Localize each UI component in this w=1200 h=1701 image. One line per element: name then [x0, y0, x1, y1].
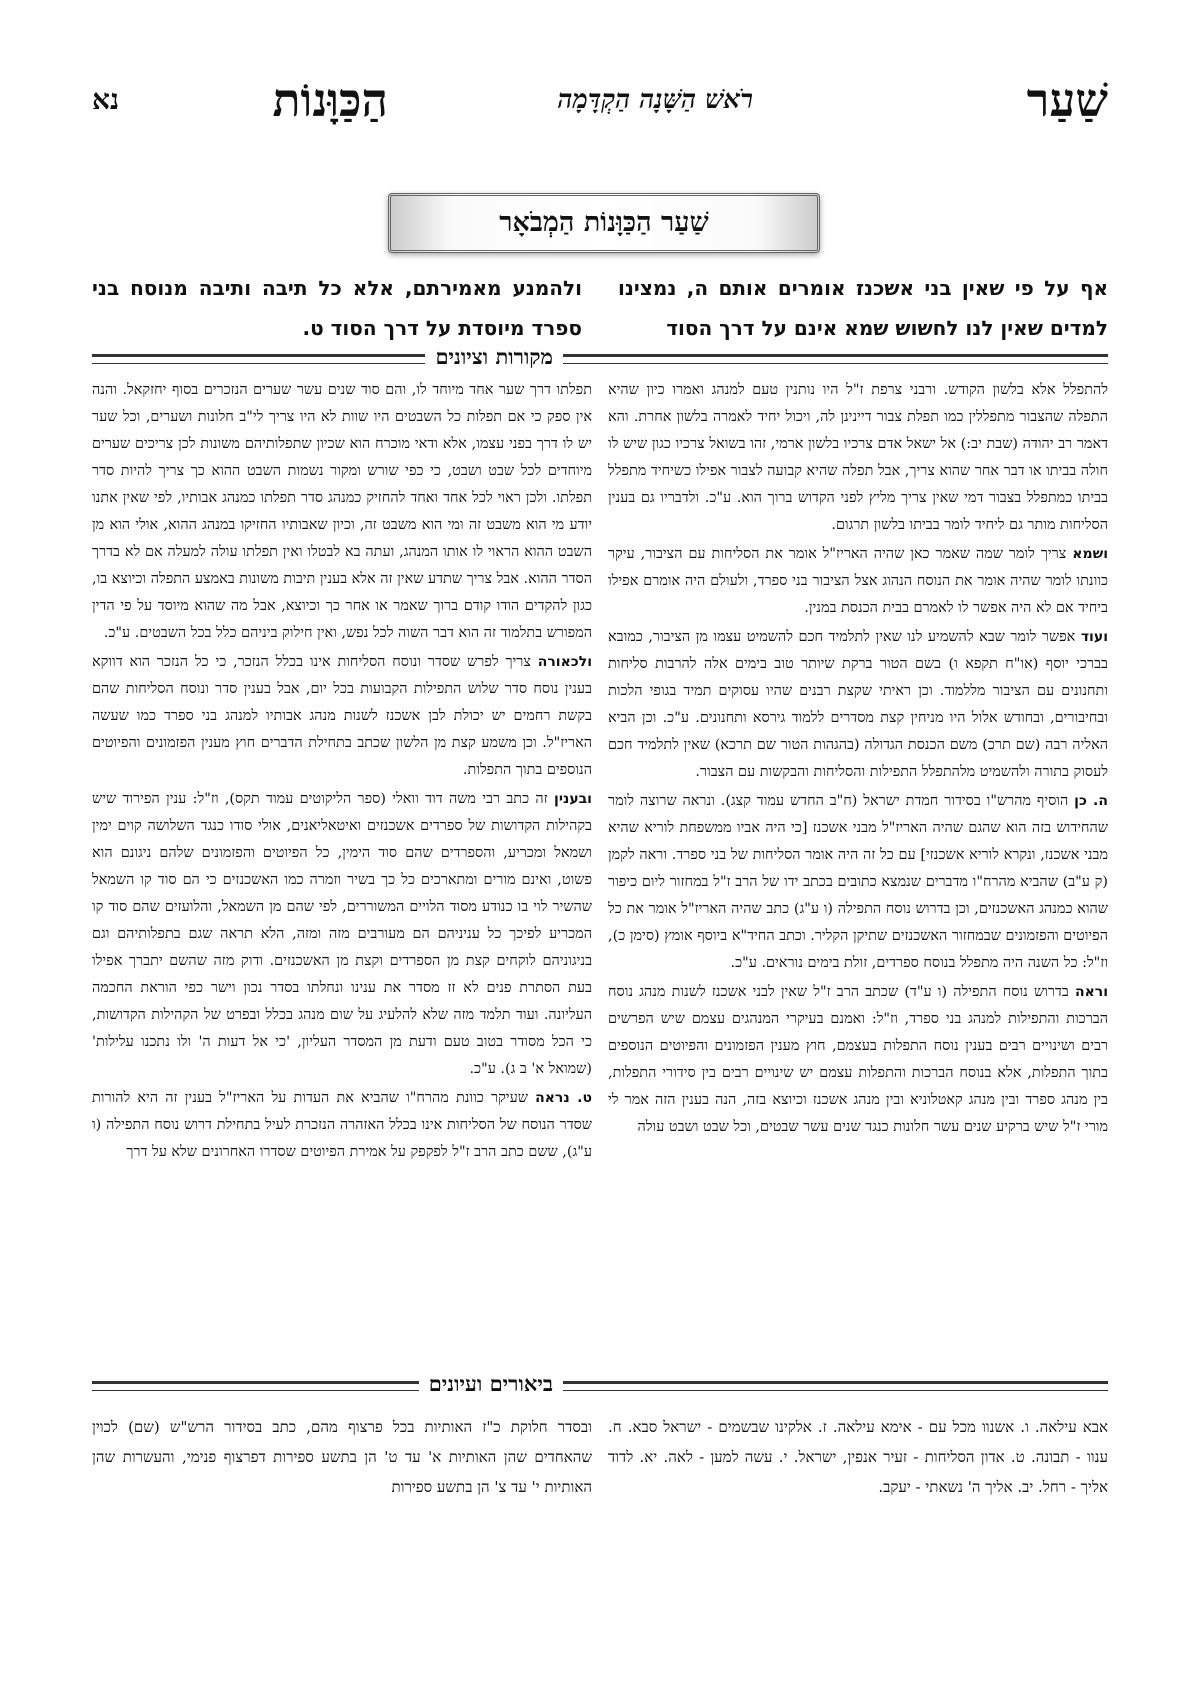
- source-paragraph: [608, 541, 1108, 622]
- source-text: צריך לומר שמה שאמר כאן שהיה האריז"ל אומר את הסליחות עם הציבור, עיקר כוונתו לומר שהיה אומר את הנוסח הנהוג אצל הציבור בני ספרד, ולעולם היה אומרם אפילו ביחיד אם לא היה אפשר לו לאמרם בבית הכנסת במנין.: [608, 546, 1108, 616]
- source-text: להתפלל אלא בלשון הקודש. ורבני צרפת ז"ל היו נותנין טעם למנהג ואמרו כיון שהיא התפלה שהצבור מתפללין כמו תפלת צבור דיינינן לה, ויכול יחיד לאמרה בלשון אחרת. והא דאמר רב יהודה (שבת יב:) אל ישאל אדם צרכיו בלשון ארמי, זהו בשואל צרכיו כגון שיש לו חולה בביתו או דבר אחר שהוא צריך, אבל תפלה שהיא קבועה לצבור אפילו כשיחיד מתפלל בביתו כמתפלל בצבור דמי שאין צריך מליץ לפני הקדוש ברוך הוא. ע"כ. ולדבריו גם בענין הסליחות מותר גם ליחיד לומר בביתו בלשון תרגום.: [608, 382, 1108, 533]
- main-text-left: [92, 268, 582, 348]
- source-lead: ושמא: [1072, 546, 1108, 562]
- header-title: רֹאשׁ הַשָּׁנָה הַקְדָּמָה: [557, 85, 753, 115]
- sources-column-right: [608, 377, 1108, 1342]
- source-paragraph: [608, 624, 1108, 786]
- main-text-right-paragraph: אף על פי שאין בני אשכנז אומרים אותם ה, נמצינו למדים שאין לנו לחשוש שמא אינם על דרך הסוד: [618, 276, 1108, 340]
- source-lead: ה. כן: [1074, 793, 1108, 809]
- notes-column-left: [92, 1412, 592, 1642]
- source-text: צריך לפרש שסדר ונוסח הסליחות אינו בכלל הנזכר, כי כל הנזכר הוא דווקא בענין נוסח סדר שלוש התפילות הקבועות בכל יום, אבל בענין סדר ונוסח הסליחות שהם בקשת רחמים יש יכולת לבן אשכנז לשנות מנהג אבותיו למנהג בני ספרד כמו שעשה האריז"ל. וכן משמע קצת מן הלשון שכתב בתחילת הדברים חוץ מענין הפזמונים והפיוטים הנוספים בתוך התפלות.: [92, 654, 592, 778]
- title-box: [388, 193, 820, 253]
- source-text: בדרוש נוסח התפילה (ו ע"ד) שכתב הרב ז"ל שאין לבני אשכנז לשנות מנהג נוסח הברכות והתפילות למנהג בני ספרד, וז"ל: ואמנם בעיקרי המנהגים עצמם שיש הפרשים רבים ושינויים רבים בענין נוסח התפלות בעצמם, חוץ מענין הפזמונים והפיוטים הנוספים בתוך התפלות, אלא בנוסח הברכות והתפלות עצמם יש שינויים רבים בין סידורי התפלות, בין מנהג ספרד ובין מנהג קאטלוניא ובין מנהג אשכנז וכיוצא בזה, הנה בענין הזה אמר לי מורי ז"ל שיש ברקיע שנים עשר חלונות כנגד שנים עשר שבטים, וכל שבט ושבט עולה: [608, 984, 1108, 1135]
- source-paragraph: [92, 377, 592, 647]
- source-lead: וראה: [1074, 984, 1108, 1000]
- source-text: שעיקר כוונת מהרח"ו שהביא את העדות על האריז"ל בענין זה היא להורות שסדר הנוסח של הסליחות אינו בכלל האזהרה הנזכרת לעיל בתחילת דרוש נוסח התפילה (ו ע"ג), ששם כתב הרב ז"ל לפקפק על אמירת הפיוטים שסדרו האחרונים שלא על דרך: [92, 1090, 592, 1160]
- source-lead: ט. נראה: [535, 1090, 592, 1106]
- notes-paragraph: ובסדר חלוקת כ"ז האותיות בכל פרצוף מהם, כתב בסידור הרש"ש (שם) לכוין שהאחדים שהן האותיות א' עד ט' הן בתשע ספירות דפרצוף פנימי, והעשרות שהן האותיות י' עד צ' הן בתשע ספירות: [92, 1418, 592, 1496]
- notes-section-bar: [92, 1369, 1108, 1399]
- notes-column-right: [608, 1412, 1108, 1642]
- sources-section-bar: [92, 342, 1108, 372]
- source-paragraph: [608, 377, 1108, 539]
- source-paragraph: [608, 979, 1108, 1141]
- source-text: אפשר לומר שבא להשמיע לנו שאין לתלמיד חכם להשמיט עצמו מן הציבור, כמובא בברכי יוסף (או"ח תקפא ו) בשם הטור ברקת שיותר טוב בימים אלה להרבות סליחות ותחנונים עם הציבור מללמוד. וכן ראיתי שקצת רבנים שהיו עסוקים תמיד בגופי הלכות ובחיבורים, ובחודש אלול היו מניחין קצת מסדרים ללמוד גירסא ותחנונים. ע"כ. וכן הביא האליה רבה (שם תרכ) משם הכנסת הגדולה (בהגהות הטור שם תרכא) שאין לתלמיד חכם לעסוק בתורה ולהשמיט מלהתפלל התפילות והסליחות והבקשות עם הצבור.: [608, 629, 1108, 780]
- main-text-right: [618, 268, 1108, 348]
- page-title: שַׁעַר הַכַּוָּנוֹת הַמְבֹאָר: [499, 207, 709, 238]
- header-kavanot: הַכַּוָּנוֹת: [272, 73, 388, 127]
- source-lead: ולכאורה: [537, 654, 592, 670]
- notes-heading: ביאורים ועיונים: [419, 1369, 563, 1399]
- notes-paragraph: אבא עילאה. ו. אשנוו מכל עם - אימא עילאה. ז. אלקינו שבשמים - ישראל סבא. ח. ענוו - תבונה. ט. אדון הסליחות - זעיר אנפין, ישראל. י. עשה למען - לאה. יא. לדוד אליך - רחל. יב. אליך ה' נשאתי - יעקב.: [608, 1418, 1108, 1496]
- source-paragraph: [92, 649, 592, 784]
- source-paragraph: [608, 788, 1108, 977]
- source-lead: ובענין: [554, 791, 592, 807]
- sources-heading: מקורות וציונים: [425, 342, 563, 372]
- source-text: זה כתב רבי משה דוד וואלי (ספר הליקוטים עמוד תקס), וז"ל: ענין הפירוד שיש בקהילות הקדושות של ספרדים אשכנזים ואיטאליאנים, אולי סודו כנגד השלושה קוים ימין ושמאל ומכריע, והספרדים שהם סוד הימין, כל הפיוטים והפזמונים שלהם ניגונם הוא פשוט, ואינם מורים ומתארכים כל כך בשיר וזמרה כמו האשכנזים כי הם סוד קו השמאל שהשיר לוי בו כנודע מסוד הלויים המשוררים, לפי שהם מן השמאל, והלועזים שהם סוד קו המכריע לפיכך כל עניניהם הם מעורבים מזה ומזה, הלא תראה שגם בתפלותיהם וגם בניגוניהם לוקחים קצת מן הספרדים וקצת מן האשכנזים. ודוק מזה שהשם יתברך אפילו בעת הסתרת פנים לא זז מסדר את ענינו ונחלתו בסדר נכון וישר כפי הוראת החכמה העליונה. ועוד תלמד מזה שלא להלעיג על שום מנהג בכלל ובפרט של הקהילות הקדושות, כי הכל מסודר בטוב טעם ודעת מן המסדר העליון, 'כי אל דעות ה' ולו נתכנו עלילות' (שמואל א' ב ג). ע"כ.: [92, 791, 592, 1077]
- source-text: הוסיף מהרש"ו בסידור חמדת ישראל (ח"ב החדש עמוד קצג). ונראה שרוצה לומר שהחידוש בזה הוא שהגם שהיה האריז"ל מבני אשכנז [כי היה אביו ממשפחת לוריא שהיא מבני אשכנז, ונקרא לוריא אשכנזי] עם כל זה היה אומר הסליחות של בני ספרד. וראה לקמן (ק ע"ב) שהביא מהרח"ו מדברים שנמצא כתובים בכתב ידו של הרב ז"ל במחזור ליום כיפור שהוא כמנהג האשכנזים, וכן בדרוש נוסח התפילה (ו ע"ג) כתב שהיה האריז"ל אומר את כל הפיוטים והפזמונים שבמחזור האשכנזים שתיקן הקליר. וכתב החיד"א ביוסף אומץ (סימן כ), וז"ל: כל השנה היה מתפלל בנוסח ספרדים, זולת בימים נוראים. ע"כ.: [608, 793, 1108, 971]
- sources-column-left: [92, 377, 592, 1342]
- source-paragraph: [92, 1085, 592, 1166]
- source-lead: ועוד: [1080, 629, 1108, 645]
- header-shaar: שַׁעַר: [1026, 73, 1108, 127]
- source-paragraph: [92, 786, 592, 1083]
- page-number: נא: [92, 83, 120, 116]
- main-text-left-paragraph: ולהמנע מאמירתם, אלא כל תיבה ותיבה מנוסח בני ספרד מיוסדת על דרך הסוד ט.: [92, 276, 582, 340]
- source-text: תפלתו דרך שער אחד מיוחד לו, והם סוד שנים עשר שערים הנזכרים בסוף יחזקאל. והנה אין ספק כי אם תפלות כל השבטים היו שוות לא היו צריך לי"ב חלונות ושערים, וכל שער יש לו דרך בפני עצמו, אלא ודאי מוכרח הוא שכיון שתפלותיהם משונות לכן צריכים שערים מיוחדים לכל שבט ושבט, כי כפי שורש ומקור נשמות השבט ההוא כך צריך להיות סדר תפלתו. ולכן ראוי לכל אחד ואחד להחזיק כמנהג סדר תפלתו כמנהג אבותיו, לפי שאין אתנו יודע מי הוא משבט זה ומי הוא משבט זה, וכיון שאבותיו החזיקו במנהג ההוא, אולי הוא מן השבט ההוא הראוי לו אותו המנהג, ועתה בא לבטלו ואין תפלתו עולה למעלה אם לא בדרך הסדר ההוא. אבל צריך שתדע שאין זה אלא בענין תיבות משונות באמצע התפלה וכיוצא בו, כגון להקדים הודו קודם ברוך שאמר או אחר כך וכיוצא, אבל מה שהוא מיוסד על פי הדין המפורש בתלמוד זה הוא דבר השוה לכל נפש, ואין חילוק ביניהם כלל בכל השבטים. ע"כ.: [92, 382, 592, 641]
- running-header: [92, 70, 1108, 130]
